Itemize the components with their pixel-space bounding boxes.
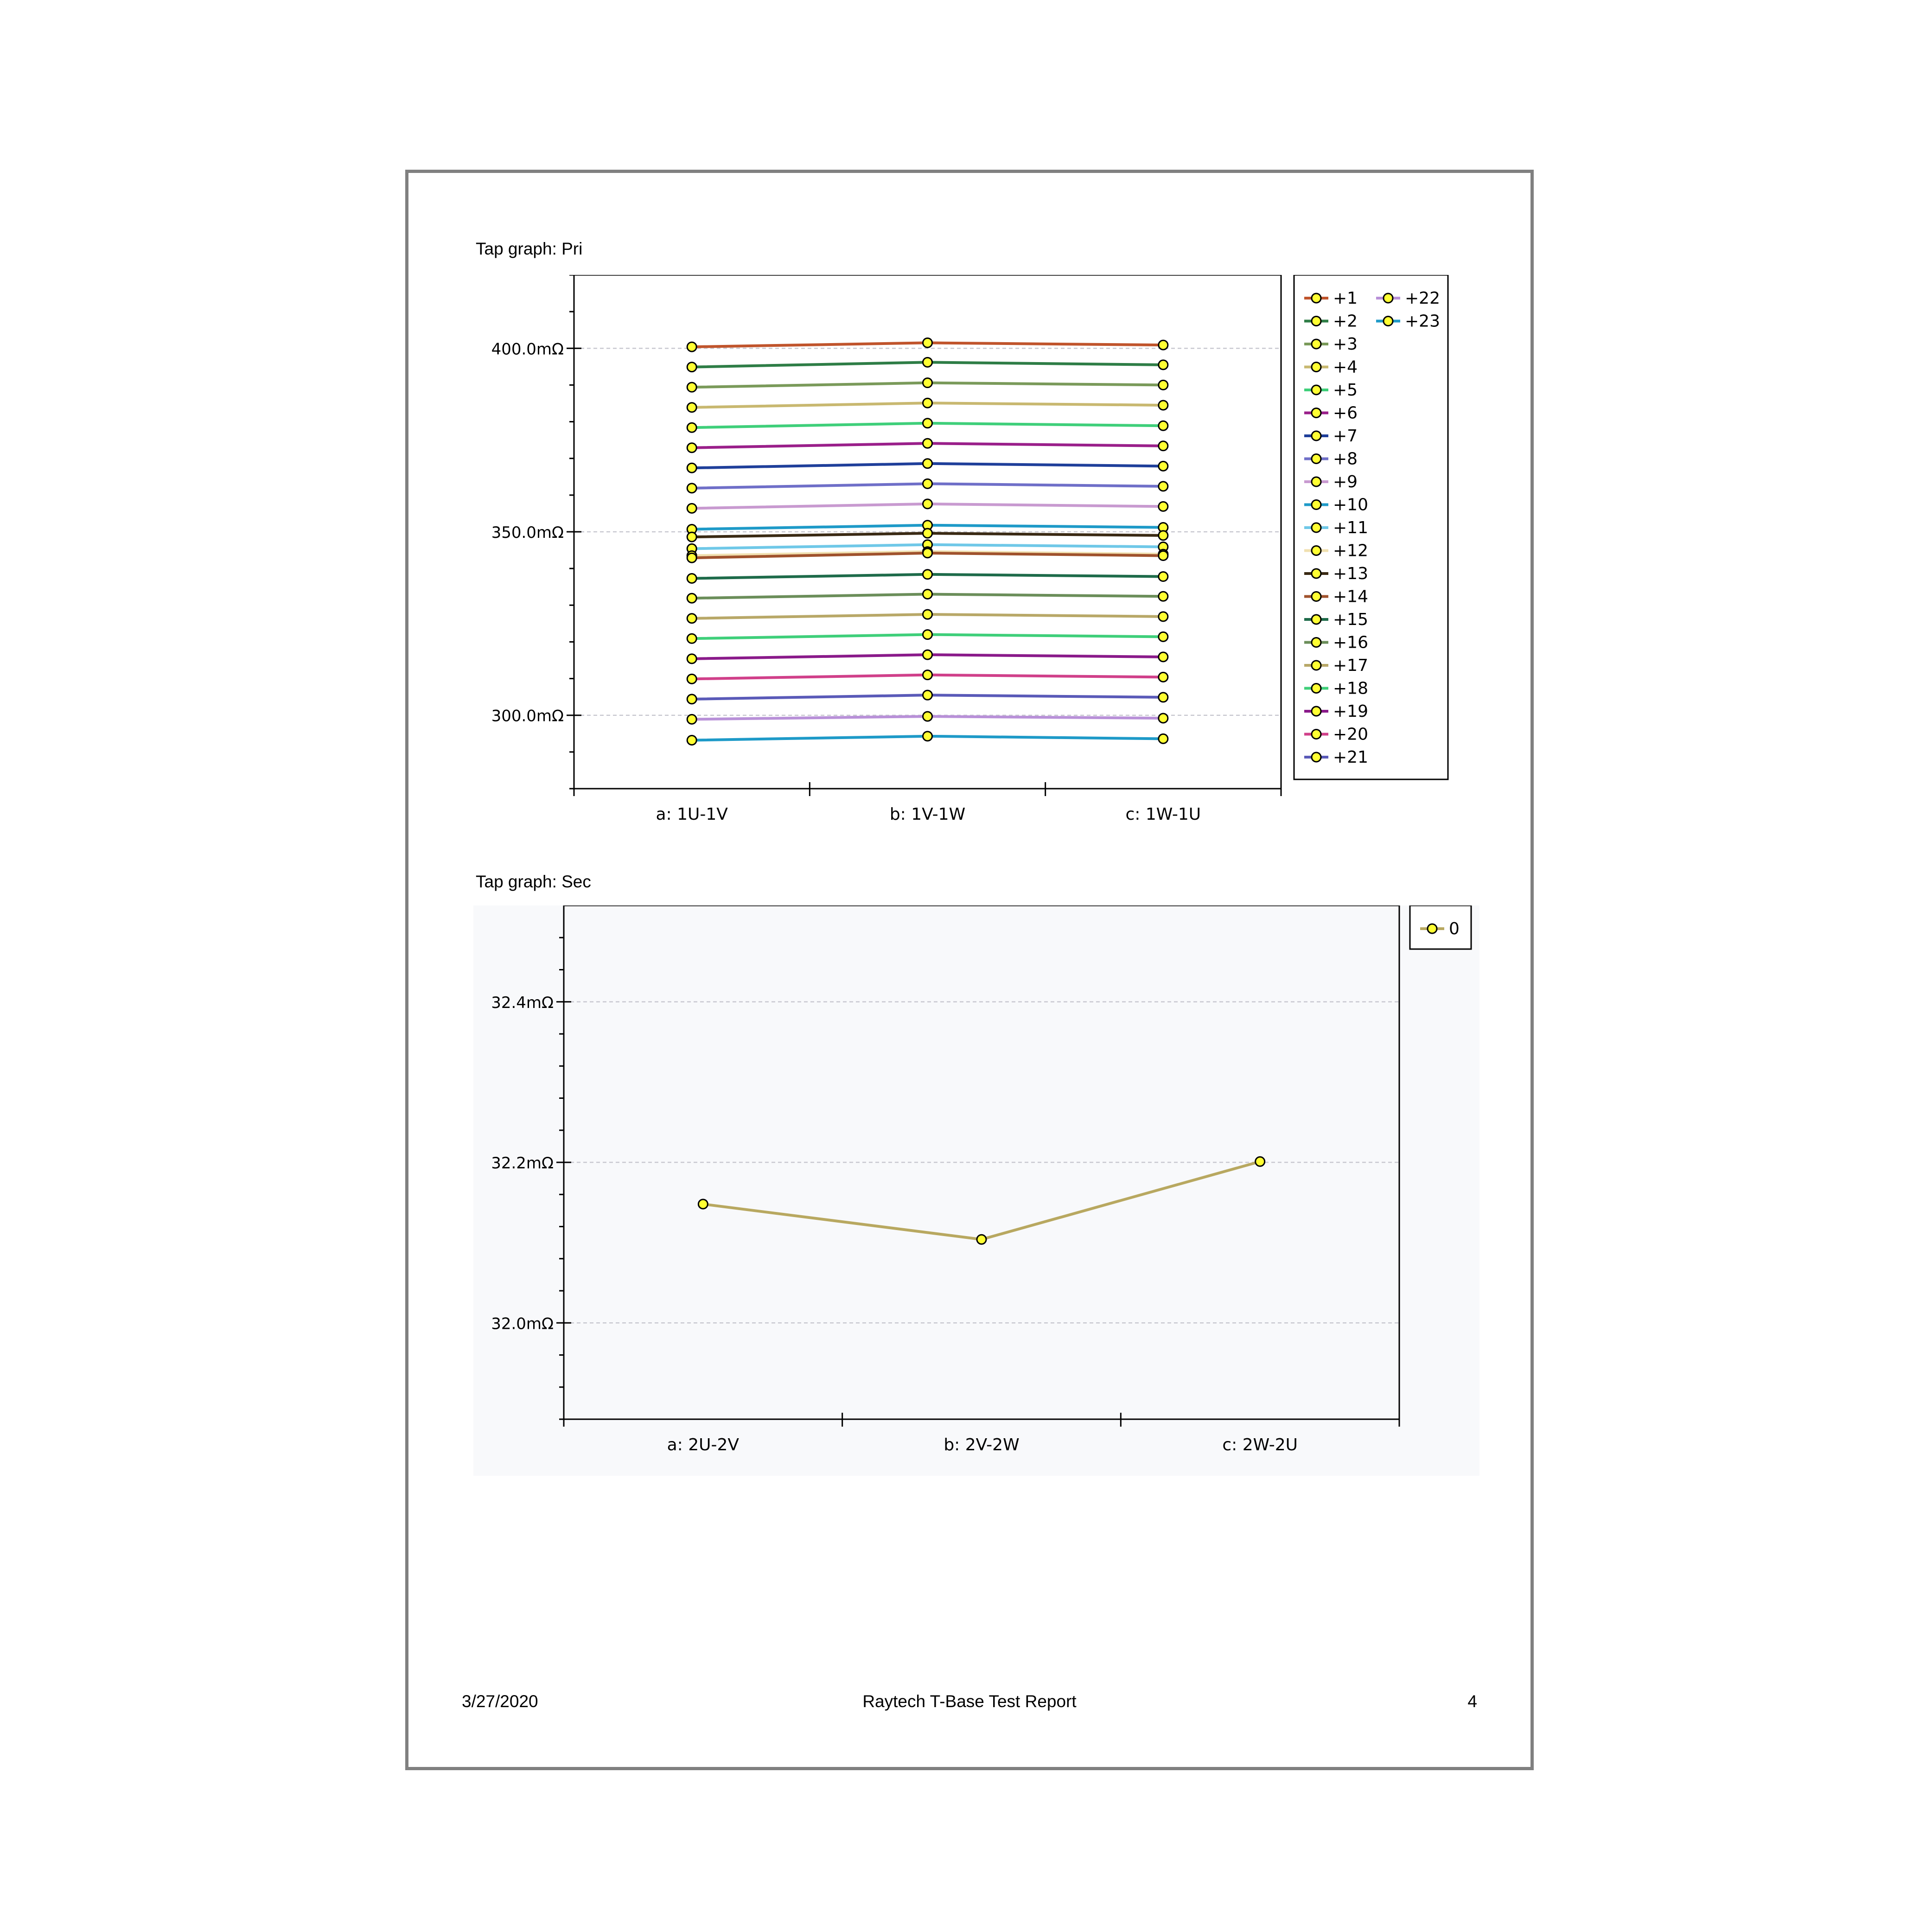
footer-page-number: 4 xyxy=(1467,1692,1477,1711)
pri-legend-marker xyxy=(1384,293,1393,303)
pri-x-category-label: b: 1V-1W xyxy=(889,805,966,824)
pri-legend-marker xyxy=(1312,293,1321,303)
sec-data-point xyxy=(977,1235,986,1244)
sec-data-point xyxy=(698,1199,708,1209)
pri-data-point xyxy=(1159,592,1168,601)
pri-legend-label: +17 xyxy=(1333,656,1368,675)
pri-data-point xyxy=(1159,531,1168,540)
pri-legend-label: +9 xyxy=(1333,472,1358,491)
pri-legend-marker xyxy=(1312,408,1321,418)
pri-data-point xyxy=(923,690,932,700)
sec-x-category-label: a: 2U-2V xyxy=(667,1435,740,1454)
pri-legend-marker xyxy=(1312,339,1321,349)
pri-data-point xyxy=(923,378,932,388)
pri-legend-marker xyxy=(1312,500,1321,510)
pri-data-point xyxy=(1159,360,1168,370)
pri-data-point xyxy=(687,504,696,513)
pri-data-point xyxy=(1159,441,1168,451)
pri-data-point xyxy=(923,479,932,488)
pri-data-point xyxy=(1159,672,1168,682)
pri-data-point xyxy=(687,423,696,432)
sec-y-tick-label: 32.4mΩ xyxy=(491,993,554,1012)
pri-data-point xyxy=(923,650,932,659)
pri-data-point xyxy=(1159,612,1168,621)
pri-legend-label: +19 xyxy=(1333,702,1368,721)
sec-data-point xyxy=(1256,1157,1265,1166)
pri-data-point xyxy=(687,443,696,453)
pri-data-point xyxy=(687,674,696,683)
pri-legend-label: +1 xyxy=(1333,289,1358,308)
pri-data-point xyxy=(923,357,932,367)
pri-data-point xyxy=(1159,380,1168,389)
pri-y-tick-label: 300.0mΩ xyxy=(491,707,564,726)
footer-report-title: Raytech T-Base Test Report xyxy=(862,1692,1077,1711)
pri-legend-marker xyxy=(1312,431,1321,440)
pri-legend-marker xyxy=(1312,684,1321,693)
pri-legend-marker xyxy=(1312,569,1321,578)
pri-data-point xyxy=(687,695,696,704)
pri-legend-marker xyxy=(1312,317,1321,326)
pri-x-category-label: c: 1W-1U xyxy=(1125,805,1201,824)
pri-data-point xyxy=(923,712,932,721)
pri-legend-marker xyxy=(1312,638,1321,647)
pri-legend-marker xyxy=(1312,546,1321,555)
pri-data-point xyxy=(687,654,696,663)
pri-legend-marker xyxy=(1312,523,1321,532)
pri-legend-label: +15 xyxy=(1333,610,1368,629)
pri-legend-label: +14 xyxy=(1333,587,1368,606)
pri-data-point xyxy=(923,630,932,639)
pri-data-point xyxy=(687,614,696,623)
pri-data-point xyxy=(1159,652,1168,662)
sec-chart-title: Tap graph: Sec xyxy=(476,872,591,891)
pri-legend-marker xyxy=(1312,477,1321,486)
pri-data-point xyxy=(923,548,932,558)
pri-data-point xyxy=(923,529,932,538)
pri-data-point xyxy=(1159,551,1168,560)
sec-x-category-label: b: 2V-2W xyxy=(944,1435,1020,1454)
pri-legend-label: +21 xyxy=(1333,748,1368,767)
pri-legend-label: +5 xyxy=(1333,381,1358,400)
pri-legend-marker xyxy=(1312,730,1321,739)
pri-legend-marker xyxy=(1312,661,1321,670)
pri-data-point xyxy=(923,570,932,579)
pri-x-category-label: a: 1U-1V xyxy=(656,805,728,824)
pri-data-point xyxy=(923,338,932,347)
pri-data-point xyxy=(1159,632,1168,641)
pri-data-point xyxy=(687,484,696,493)
pri-data-point xyxy=(1159,401,1168,410)
sec-legend-marker xyxy=(1428,924,1437,933)
pri-legend-marker xyxy=(1312,707,1321,716)
pri-legend-label: +10 xyxy=(1333,495,1368,515)
pri-data-point xyxy=(687,714,696,724)
pri-data-point xyxy=(923,459,932,468)
pri-y-tick-label: 400.0mΩ xyxy=(491,340,564,359)
pri-legend-label: +12 xyxy=(1333,541,1368,561)
pri-legend-label: +4 xyxy=(1333,357,1358,377)
pri-legend-label: +7 xyxy=(1333,427,1358,446)
pri-data-point xyxy=(923,439,932,448)
pri-chart-title: Tap graph: Pri xyxy=(476,239,583,258)
pri-data-point xyxy=(687,553,696,562)
pri-chart xyxy=(473,275,1493,859)
pri-data-point xyxy=(687,383,696,392)
pri-legend-label: +16 xyxy=(1333,633,1368,652)
pri-legend-label: +20 xyxy=(1333,725,1368,744)
pri-data-point xyxy=(687,593,696,603)
pri-data-point xyxy=(687,574,696,583)
pri-data-point xyxy=(1159,502,1168,511)
pri-legend-marker xyxy=(1312,592,1321,601)
pri-legend-label: +18 xyxy=(1333,679,1368,698)
pri-data-point xyxy=(923,499,932,509)
sec-legend-label: 0 xyxy=(1449,919,1460,938)
pri-data-point xyxy=(687,363,696,372)
pri-data-point xyxy=(923,610,932,619)
pri-data-point xyxy=(923,398,932,408)
pri-data-point xyxy=(687,736,696,745)
pri-data-point xyxy=(687,634,696,643)
sec-y-tick-label: 32.2mΩ xyxy=(491,1154,554,1173)
pri-legend-marker xyxy=(1384,317,1393,326)
pri-legend-label: +11 xyxy=(1333,518,1368,537)
sec-x-category-label: c: 2W-2U xyxy=(1222,1435,1298,1454)
pri-legend-label: +23 xyxy=(1405,312,1440,331)
pri-legend-label: +6 xyxy=(1333,403,1358,423)
pri-data-point xyxy=(1159,714,1168,723)
pri-data-point xyxy=(1159,734,1168,743)
pri-data-point xyxy=(923,590,932,599)
pri-data-point xyxy=(1159,421,1168,430)
pri-data-point xyxy=(1159,693,1168,702)
pri-data-point xyxy=(687,532,696,542)
pri-data-point xyxy=(687,342,696,351)
pri-data-point xyxy=(1159,482,1168,491)
sec-chart xyxy=(473,905,1493,1490)
pri-legend-label: +2 xyxy=(1333,312,1358,331)
pri-data-point xyxy=(1159,461,1168,471)
pri-data-point xyxy=(1159,340,1168,350)
pri-data-point xyxy=(923,419,932,428)
pri-legend-label: +3 xyxy=(1333,335,1358,354)
pri-legend-marker xyxy=(1312,752,1321,762)
pri-y-tick-label: 350.0mΩ xyxy=(491,523,564,542)
pri-data-point xyxy=(923,670,932,680)
footer-date: 3/27/2020 xyxy=(462,1692,538,1711)
pri-data-point xyxy=(923,732,932,741)
pri-legend-label: +8 xyxy=(1333,449,1358,469)
pri-legend-marker xyxy=(1312,615,1321,624)
pri-legend-marker xyxy=(1312,454,1321,464)
pri-legend-label: +13 xyxy=(1333,564,1368,583)
pri-legend-marker xyxy=(1312,363,1321,372)
pri-legend-marker xyxy=(1312,385,1321,395)
pri-data-point xyxy=(1159,572,1168,581)
sec-y-tick-label: 32.0mΩ xyxy=(491,1314,554,1333)
pri-data-point xyxy=(687,463,696,472)
pri-legend-label: +22 xyxy=(1405,289,1440,308)
report-page xyxy=(405,170,1534,1770)
pri-data-point xyxy=(687,403,696,412)
